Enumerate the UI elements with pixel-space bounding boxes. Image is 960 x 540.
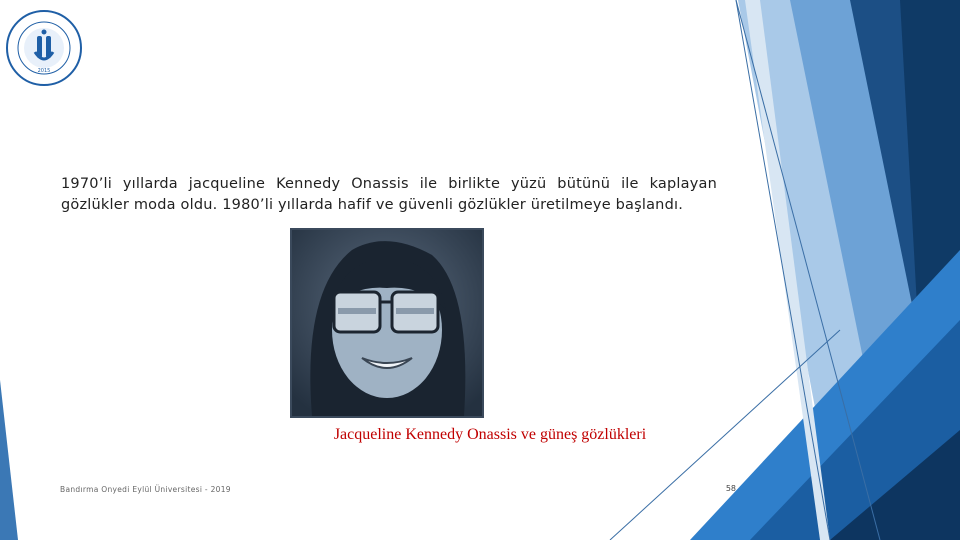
page-number: 58	[725, 484, 736, 493]
footer-text: Bandırma Onyedi Eylül Üniversitesi - 2019	[60, 485, 231, 494]
slide-body-text: 1970’li yıllarda jacqueline Kennedy Onassis ile birlikte yüzü bütünü ile kaplayan gözlükler moda oldu. 1980’li yıllarda hafif ve güvenli gözlükler üretilmeye başlandı.	[61, 176, 717, 213]
university-logo	[4, 8, 84, 88]
logo-year: 2015	[37, 68, 51, 74]
photo-caption: Jacqueline Kennedy Onassis ve güneş gözlükleri	[333, 426, 647, 443]
portrait-photo	[290, 228, 484, 418]
